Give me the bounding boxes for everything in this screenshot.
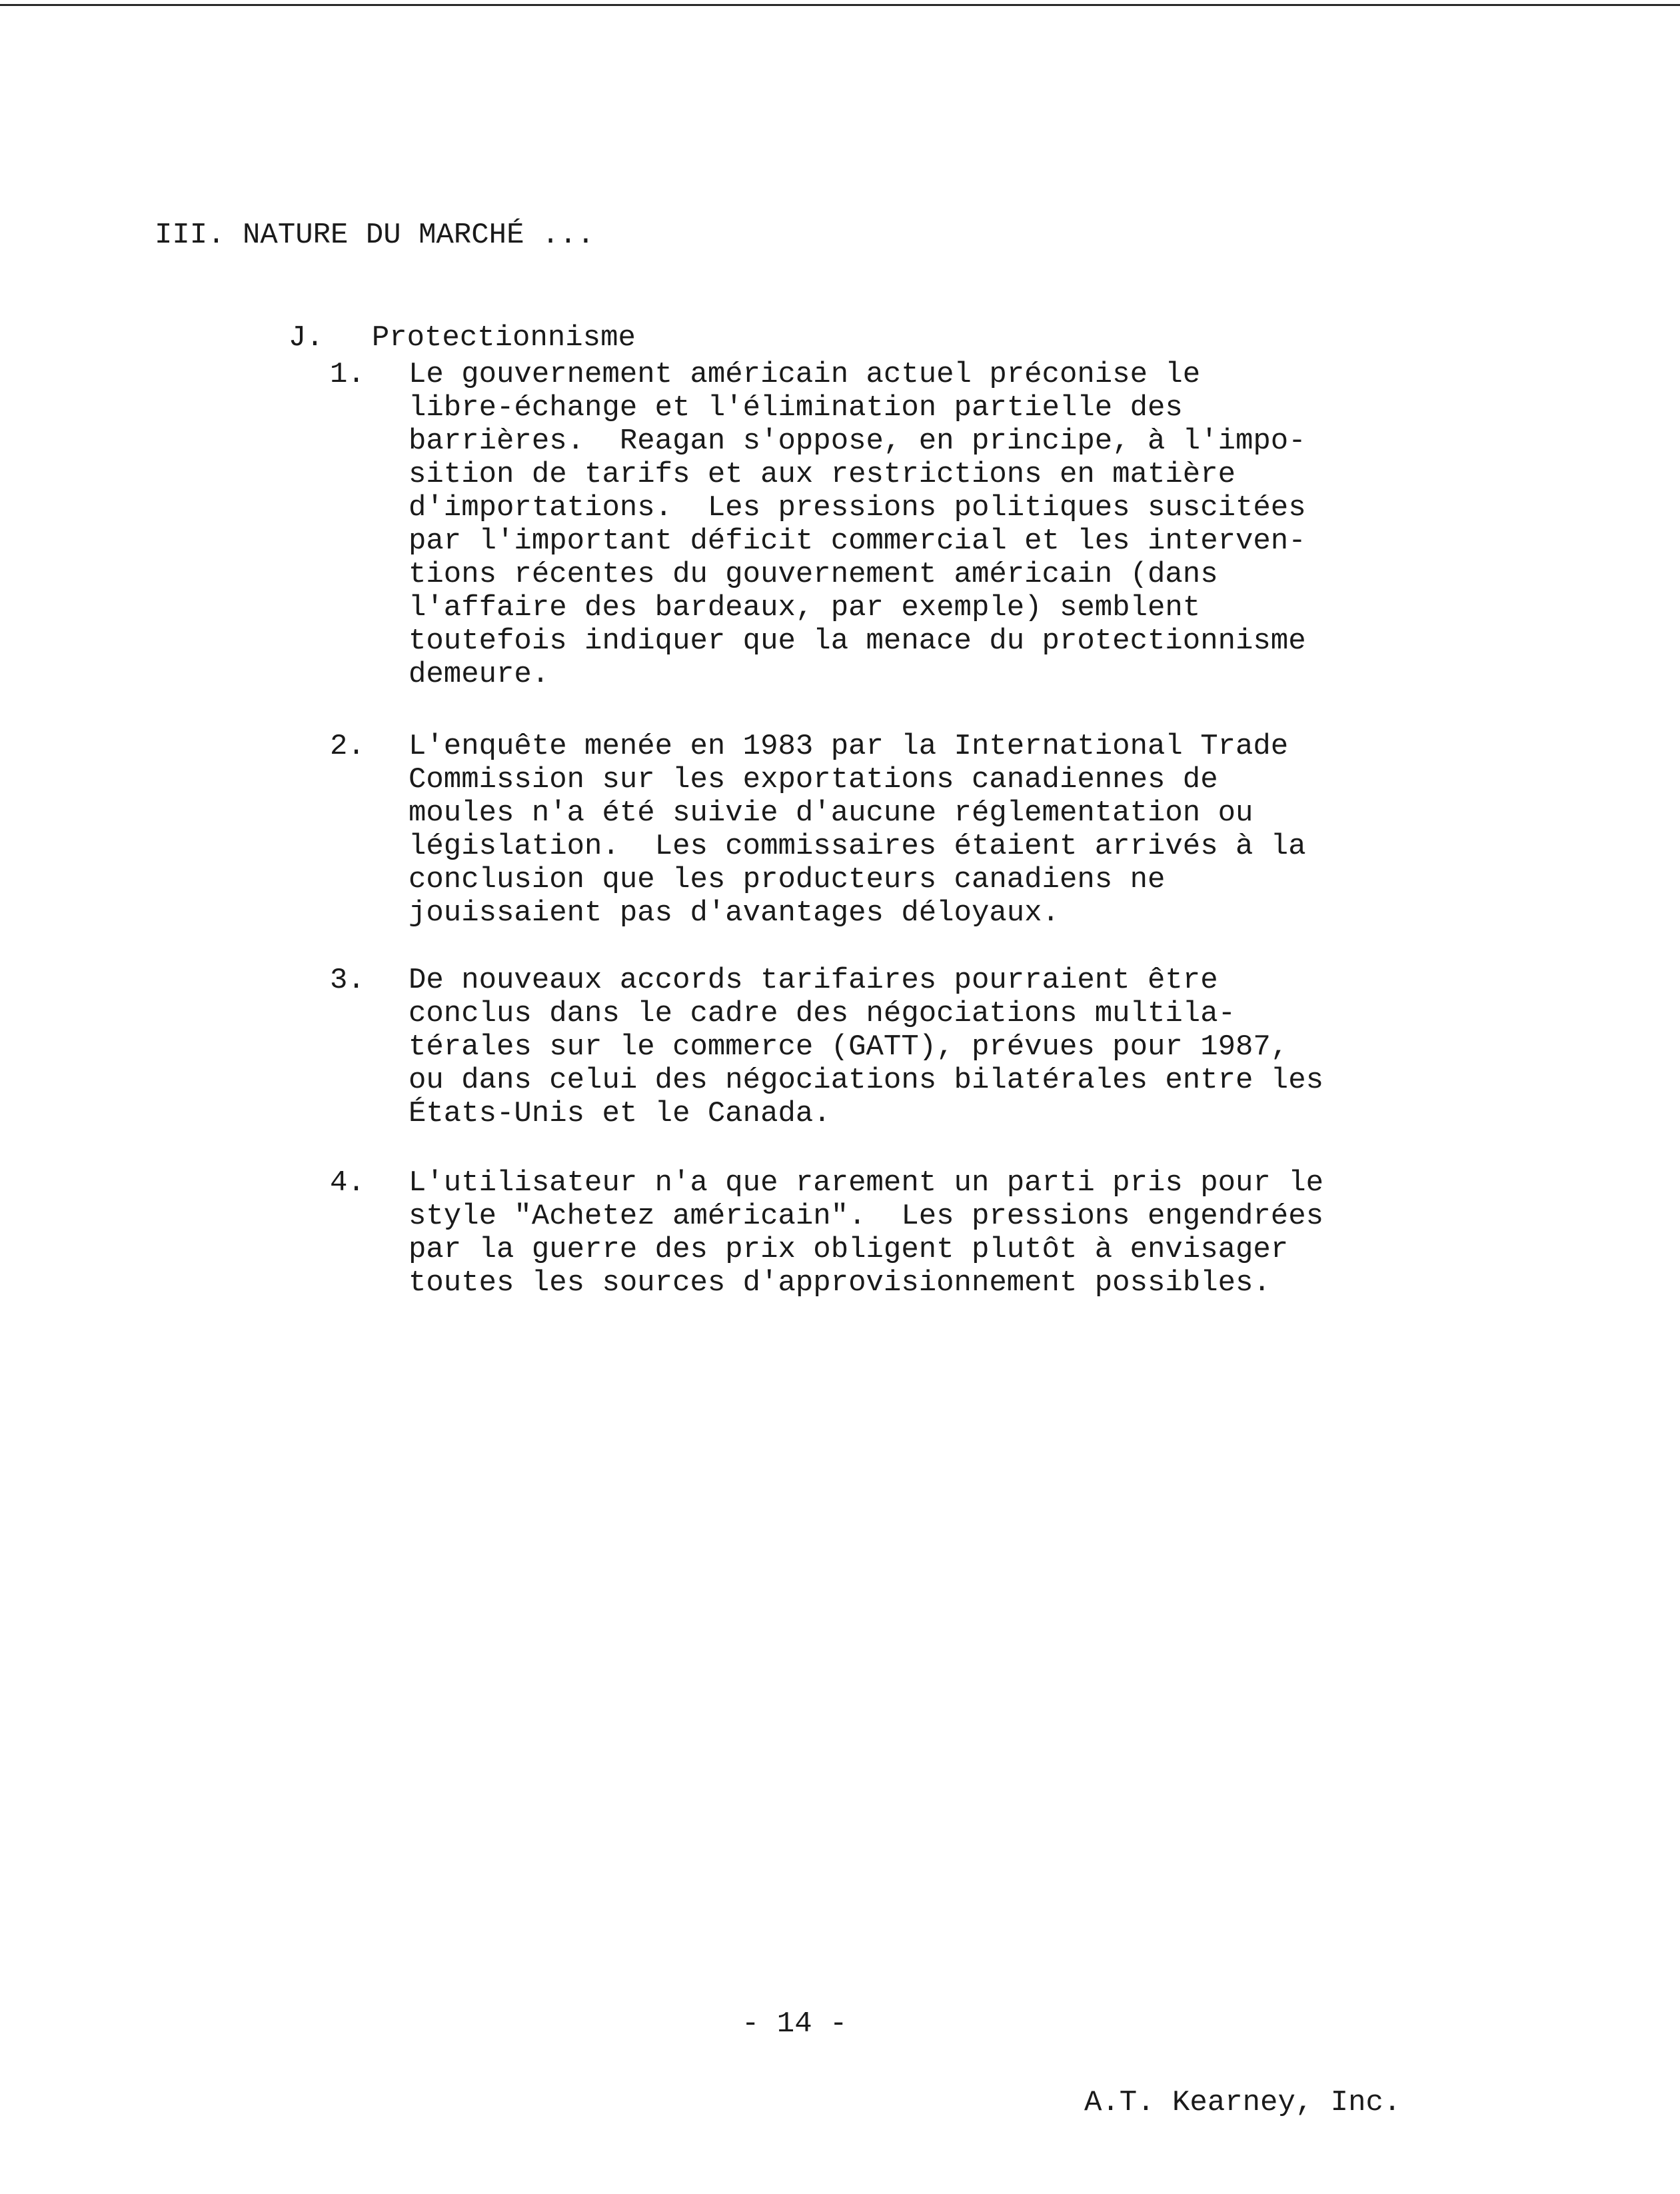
item-text-line: demeure. — [409, 658, 550, 691]
item-text-line: style "Achetez américain". Les pressions engendrées — [409, 1200, 1324, 1233]
top-border-rule — [0, 4, 1680, 6]
item-number: 2. — [330, 730, 365, 763]
item-number: 4. — [330, 1166, 365, 1200]
item-text-line: moules n'a été suivie d'aucune réglementation ou — [409, 796, 1254, 830]
item-text-line: L'utilisateur n'a que rarement un parti pris pour le — [409, 1166, 1324, 1200]
item-text-line: tions récentes du gouvernement américain (dans — [409, 558, 1218, 591]
list-item — [330, 964, 1324, 1130]
list-item — [330, 730, 1306, 930]
list-item — [330, 1166, 1324, 1300]
item-text-line: Le gouvernement américain actuel préconise le — [409, 358, 1201, 391]
subsection-letter: J. — [288, 321, 324, 355]
item-text-line: sition de tarifs et aux restrictions en matière — [409, 458, 1236, 491]
subsection-title: Protectionnisme — [371, 321, 636, 355]
item-number: 1. — [330, 358, 365, 391]
item-text-line: libre-échange et l'élimination partielle des — [409, 391, 1183, 425]
subsection-heading — [253, 288, 636, 355]
footer-company-name: A.T. Kearney, Inc. — [1084, 2086, 1401, 2119]
list-item — [330, 358, 1306, 691]
page-number: - 14 - — [742, 2007, 848, 2041]
item-text-line: États-Unis et le Canada. — [409, 1097, 831, 1130]
item-text-line: Commission sur les exportations canadiennes de — [409, 763, 1218, 796]
item-text-line: L'enquête menée en 1983 par la International Trade — [409, 730, 1289, 763]
item-text-line: d'importations. Les pressions politiques suscitées — [409, 491, 1306, 525]
item-text-line: térales sur le commerce (GATT), prévues pour 1987, — [409, 1030, 1289, 1064]
item-text-line: barrières. Reagan s'oppose, en principe, à l'impo- — [409, 425, 1306, 458]
item-text-line: ou dans celui des négociations bilatérales entre les — [409, 1064, 1324, 1097]
item-text-line: conclus dans le cadre des négociations multila- — [409, 997, 1236, 1030]
item-text-line: conclusion que les producteurs canadiens ne — [409, 863, 1166, 896]
section-heading: III. NATURE DU MARCHÉ ... — [155, 219, 595, 252]
item-text-line: jouissaient pas d'avantages déloyaux. — [409, 896, 1060, 930]
item-text-line: toutes les sources d'approvisionnement possibles. — [409, 1266, 1271, 1300]
item-text-line: législation. Les commissaires étaient arrivés à la — [409, 830, 1306, 863]
item-text-line: l'affaire des bardeaux, par exemple) semblent — [409, 591, 1201, 624]
item-text-line: par l'important déficit commercial et les interven- — [409, 525, 1306, 558]
item-text-line: par la guerre des prix obligent plutôt à envisager — [409, 1233, 1289, 1266]
item-number: 3. — [330, 964, 365, 997]
item-text-line: toutefois indiquer que la menace du protectionnisme — [409, 624, 1306, 658]
item-text-line: De nouveaux accords tarifaires pourraient être — [409, 964, 1218, 997]
